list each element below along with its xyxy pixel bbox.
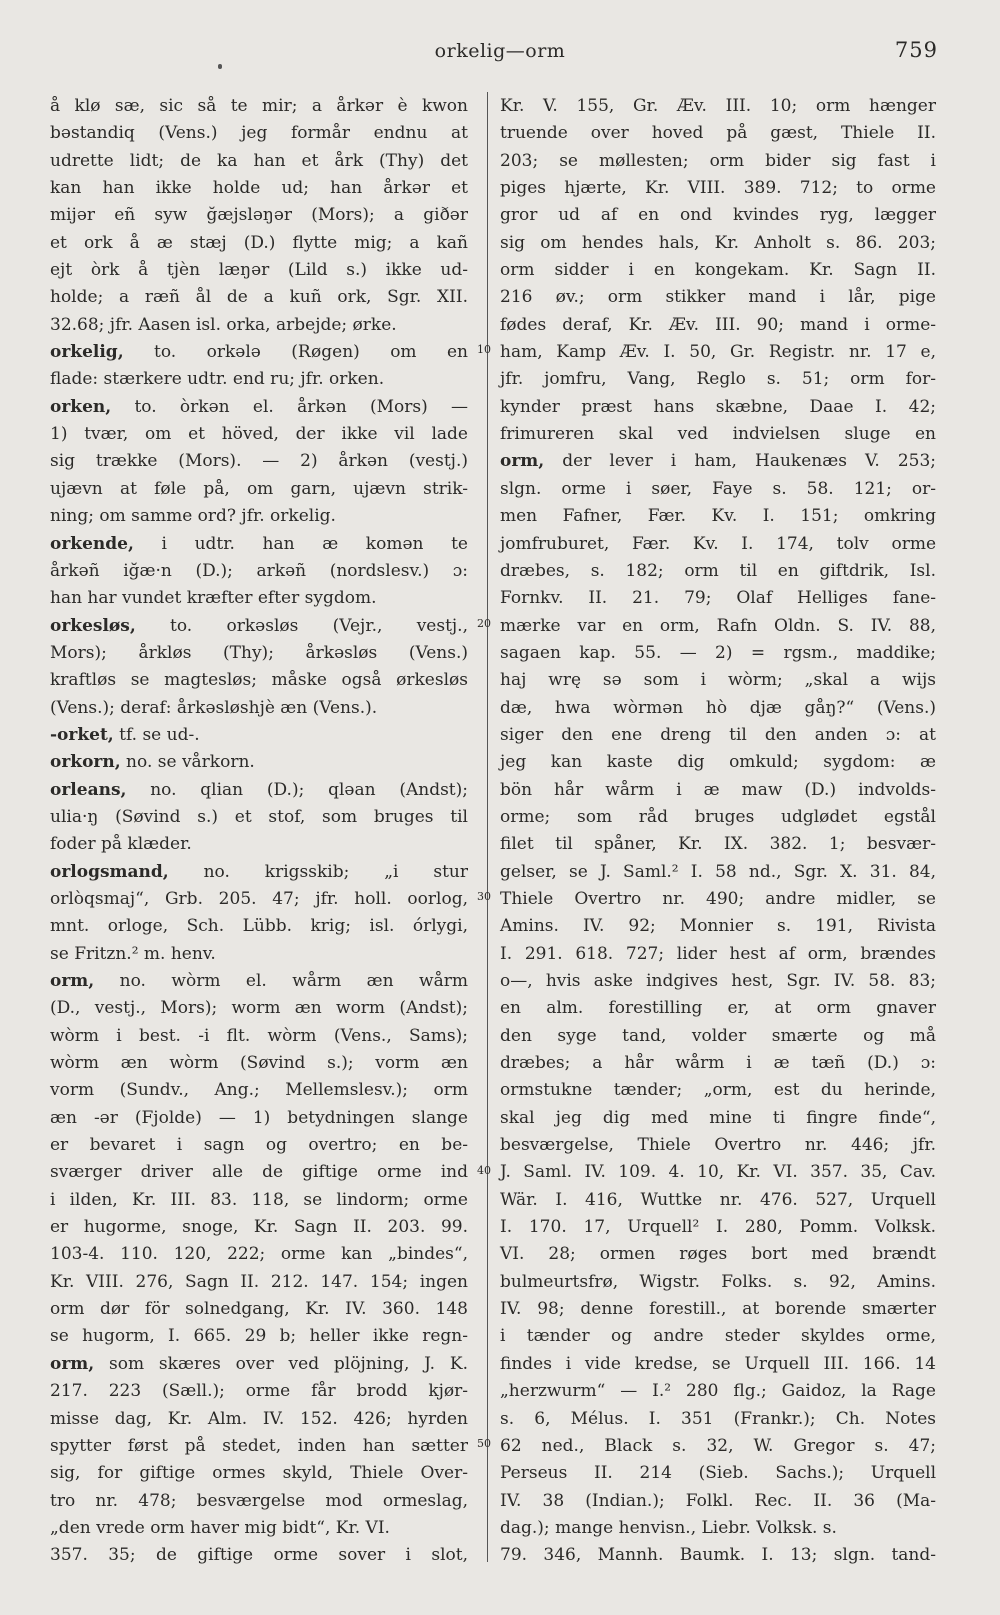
- left-column-line: er hugorme, snoge, Kr. Sagn II. 203. 99.: [50, 1217, 468, 1238]
- right-column-line: findes i vide kredse, se Urquell III. 166. 14: [500, 1353, 936, 1374]
- right-column-line: bulmeurtsfrø, Wigstr. Folks. s. 92, Amins.: [500, 1271, 936, 1292]
- right-column-line: 62 ned., Black s. 32, W. Gregor s. 47;: [500, 1435, 936, 1456]
- left-column-line: Kr. VIII. 276, Sagn II. 212. 147. 154; ingen: [50, 1271, 468, 1292]
- right-column-line: IV. 98; denne forestill., at borende smærter: [500, 1299, 936, 1320]
- right-column-line: Kr. V. 155, Gr. Æv. III. 10; orm hænger: [500, 96, 936, 116]
- right-column-line: orme; som råd bruges udglødet egstål: [500, 806, 936, 827]
- right-column-line: Amins. IV. 92; Monnier s. 191, Rivista: [500, 916, 936, 937]
- left-column-line: orm, som skæres over ved plöjning, J. K.: [50, 1353, 468, 1374]
- right-column-line: ham, Kamp Æv. I. 50, Gr. Registr. nr. 17 e,: [500, 342, 936, 363]
- right-column-line: siger den ene dreng til den anden ɔ: at: [500, 724, 936, 745]
- left-column-line: spytter først på stedet, inden han sætter: [50, 1435, 468, 1456]
- left-column-line: han har vundet kræfter efter sygdom.: [50, 588, 377, 609]
- ink-speck: [218, 64, 222, 69]
- right-column-line: i tænder og andre steder skyldes orme,: [500, 1326, 936, 1347]
- right-column-line: mærke var en orm, Rafn Oldn. S. IV. 88,: [500, 615, 936, 636]
- left-column-line: orm dør för solnedgang, Kr. IV. 360. 148: [50, 1299, 468, 1320]
- left-column-line: se hugorm, I. 665. 29 b; heller ikke regn-: [50, 1326, 468, 1347]
- left-column-line: kraftløs se magtesløs; måske også ørkesløs: [50, 670, 468, 691]
- line-number: 20: [477, 616, 491, 630]
- right-column-line: ormstukne tænder; „orm, est du herinde,: [500, 1080, 936, 1101]
- left-column-line: orken, to. òrkən el. årkən (Mors) —: [50, 396, 468, 417]
- left-column-line: sig, for giftige ormes skyld, Thiele Over-: [50, 1463, 468, 1484]
- left-column-line: mnt. orloge, Sch. Lübb. krig; isl. órlygi,: [50, 916, 468, 937]
- left-column-line: Mors); årkløs (Thy); årkəsløs (Vens.): [50, 642, 468, 663]
- right-column-line: Perseus II. 214 (Sieb. Sachs.); Urquell: [500, 1463, 936, 1484]
- left-column-line: misse dag, Kr. Alm. IV. 152. 426; hyrden: [50, 1408, 468, 1429]
- left-column-line: ning; om samme ord? jfr. orkelig.: [50, 506, 336, 527]
- left-column-line: holde; a ræñ ål de a kuñ ork, Sgr. XII.: [50, 287, 468, 308]
- left-column-line: orm, no. wòrm el. wårm æn wårm: [50, 971, 468, 991]
- left-column-line: bəstandiq (Vens.) jeg formår endnu at: [50, 123, 468, 144]
- left-column-line: se Fritzn.² m. henv.: [50, 943, 216, 964]
- line-number: 30: [477, 890, 491, 904]
- left-column-line: flade: stærkere udtr. end ru; jfr. orken.: [50, 369, 385, 390]
- left-column-line: „den vrede orm haver mig bidt“, Kr. VI.: [50, 1517, 390, 1538]
- left-column-line: (D., vestj., Mors); worm æn worm (Andst);: [50, 998, 468, 1019]
- right-column-line: „herzwurm“ — I.² 280 flg.; Gaidoz, la Rage: [500, 1381, 936, 1402]
- right-column-line: 79. 346, Mannh. Baumk. I. 13; slgn. tand-: [500, 1545, 936, 1566]
- right-column-line: I. 291. 618. 727; lider hest af orm, brændes: [500, 943, 936, 964]
- right-column-line: dæ, hwa wòrmən hò djæ gåŋ?“ (Vens.): [500, 697, 936, 718]
- right-column-line: gelser, se J. Saml.² I. 58 nd., Sgr. X. 31. 84,: [500, 861, 936, 882]
- right-column-line: en alm. forestilling er, at orm gnaver: [500, 998, 936, 1019]
- right-column-line: bön hår wårm i æ maw (D.) indvolds-: [500, 779, 936, 800]
- right-column-line: filet til spåner, Kr. IX. 382. 1; besvær-: [500, 834, 936, 855]
- running-head: orkelig—orm: [434, 40, 566, 62]
- right-column-line: 203; se møllesten; orm bider sig fast i: [500, 150, 936, 171]
- left-column-line: udrette lidt; de ka han et årk (Thy) det: [50, 150, 468, 171]
- left-column-line: mijər eñ syw ğæjsləŋər (Mors); a giðər: [50, 205, 468, 226]
- left-column-line: er bevaret i sagn og overtro; en be-: [50, 1135, 468, 1156]
- left-column-line: sværger driver alle de giftige orme ind: [50, 1162, 468, 1183]
- left-column: [50, 93, 468, 1570]
- line-number: 50: [477, 1437, 491, 1451]
- right-column-line: gror ud af en ond kvindes ryg, lægger: [500, 205, 936, 226]
- left-column-line: orkelig, to. orkələ (Røgen) om en: [50, 342, 468, 363]
- left-column-line: ejt òrk å tjèn læŋər (Lild s.) ikke ud-: [50, 260, 468, 281]
- right-column-line: I. 170. 17, Urquell² I. 280, Pomm. Volksk.: [500, 1217, 936, 1238]
- right-column-line: orm, der lever i ham, Haukenæs V. 253;: [500, 451, 936, 472]
- left-column-line: ulia·ŋ (Søvind s.) et stof, som bruges til: [50, 806, 468, 827]
- right-column-line: jomfruburet, Fær. Kv. I. 174, tolv orme: [500, 533, 936, 554]
- left-column-line: sig trække (Mors). — 2) årkən (vestj.): [50, 451, 468, 472]
- right-column-line: men Fafner, Fær. Kv. I. 151; omkring: [500, 506, 936, 527]
- right-column-line: Thiele Overtro nr. 490; andre midler, se: [500, 888, 936, 909]
- right-column-line: fødes deraf, Kr. Æv. III. 90; mand i orme-: [500, 314, 936, 335]
- right-column-line: jeg kan kaste dig omkuld; sygdom: æ: [500, 752, 936, 773]
- left-column-line: 1) tvær, om et höved, der ikke vil lade: [50, 424, 468, 445]
- right-column-line: dræbes, s. 182; orm til en giftdrik, Isl.: [500, 560, 936, 581]
- left-column-line: vorm (Sundv., Ang.; Mellemslesv.); orm: [50, 1080, 468, 1101]
- left-column-line: (Vens.); deraf: årkəsløshjè æn (Vens.).: [50, 697, 378, 718]
- left-column-line: orkorn, no. se vårkorn.: [50, 752, 255, 773]
- left-column-line: orkende, i udtr. han æ komən te: [50, 533, 468, 554]
- left-column-line: orkesløs, to. orkəsløs (Vejr., vestj.,: [50, 615, 468, 636]
- left-column-line: årkəñ iğæ·n (D.); arkəñ (nordslesv.) ɔ:: [50, 560, 468, 581]
- line-number: 10: [477, 343, 491, 357]
- right-column-line: den syge tand, volder smærte og må: [500, 1025, 936, 1046]
- left-column-line: kan han ikke holde ud; han årkər et: [50, 178, 468, 199]
- right-column-line: truende over hoved på gæst, Thiele II.: [500, 123, 936, 144]
- right-column-line: 216 øv.; orm stikker mand i lår, pige: [500, 287, 936, 308]
- right-column-line: IV. 38 (Indian.); Folkl. Rec. II. 36 (Ma-: [500, 1490, 936, 1511]
- left-column-line: 103-4. 110. 120, 222; orme kan „bindes“,: [50, 1244, 468, 1265]
- right-column-line: frimureren skal ved indvielsen sluge en: [500, 424, 936, 445]
- left-column-line: 357. 35; de giftige orme sover i slot,: [50, 1545, 468, 1566]
- right-column: [500, 93, 936, 1570]
- left-column-line: 32.68; jfr. Aasen isl. orka, arbejde; ørke.: [50, 314, 397, 335]
- right-column-line: skal jeg dig med mine ti fingre finde“,: [500, 1107, 936, 1128]
- left-column-line: 217. 223 (Sæll.); orme får brodd kjør-: [50, 1381, 468, 1402]
- page-number: 759: [894, 38, 938, 62]
- right-column-line: o—, hvis aske indgives hest, Sgr. IV. 58. 83;: [500, 971, 936, 991]
- left-column-line: æn -ər (Fjolde) — 1) betydningen slange: [50, 1107, 468, 1128]
- left-column-line: i ilden, Kr. III. 83. 118, se lindorm; orme: [50, 1189, 468, 1210]
- right-column-line: sagaen kap. 55. — 2) = rgsm., maddike;: [500, 642, 936, 663]
- left-column-line: ujævn at føle på, om garn, ujævn strik-: [50, 478, 468, 499]
- right-column-line: s. 6, Mélus. I. 351 (Frankr.); Ch. Notes: [500, 1408, 936, 1429]
- right-column-line: haj wrę sə som i wòrm; „skal a wijs: [500, 670, 936, 691]
- left-column-line: orlogsmand, no. krigsskib; „i stur: [50, 861, 468, 882]
- left-column-line: wòrm i best. -i flt. wòrm (Vens., Sams);: [50, 1025, 468, 1046]
- left-column-line: -orket, tf. se ud-.: [50, 724, 200, 745]
- right-column-line: dræbes; a hår wårm i æ tæñ (D.) ɔ:: [500, 1053, 936, 1074]
- right-column-line: Fornkv. II. 21. 79; Olaf Helliges fane-: [500, 588, 936, 609]
- column-divider: [487, 92, 488, 1562]
- left-column-line: orleans, no. qlian (D.); qləan (Andst);: [50, 779, 468, 800]
- right-column-line: besværgelse, Thiele Overtro nr. 446; jfr.: [500, 1135, 936, 1156]
- left-column-line: wòrm æn wòrm (Søvind s.); vorm æn: [50, 1053, 468, 1074]
- right-column-line: J. Saml. IV. 109. 4. 10, Kr. VI. 357. 35, Cav.: [500, 1162, 936, 1183]
- right-column-line: orm sidder i en kongekam. Kr. Sagn II.: [500, 260, 936, 281]
- left-column-line: å klø sæ, sic så te mir; a årkər è kwon: [50, 96, 468, 116]
- right-column-line: kynder præst hans skæbne, Daae I. 42;: [500, 396, 936, 417]
- left-column-line: orlòqsmaj“, Grb. 205. 47; jfr. holl. oorlog,: [50, 888, 468, 909]
- right-column-line: dag.); mange henvisn., Liebr. Volksk. s.: [500, 1517, 837, 1538]
- right-column-line: VI. 28; ormen røges bort med brændt: [500, 1244, 936, 1265]
- right-column-line: slgn. orme i søer, Faye s. 58. 121; or-: [500, 478, 936, 499]
- right-column-line: sig om hendes hals, Kr. Anholt s. 86. 203;: [500, 232, 936, 253]
- right-column-line: Wär. I. 416, Wuttke nr. 476. 527, Urquell: [500, 1189, 936, 1210]
- left-column-line: et ork å æ stæj (D.) flytte mig; a kañ: [50, 232, 468, 253]
- line-number: 40: [477, 1163, 491, 1177]
- right-column-line: jfr. jomfru, Vang, Reglo s. 51; orm for-: [500, 369, 936, 390]
- left-column-line: tro nr. 478; besværgelse mod ormeslag,: [50, 1490, 468, 1511]
- left-column-line: foder på klæder.: [50, 834, 192, 855]
- right-column-line: piges hjærte, Kr. VIII. 389. 712; to orme: [500, 178, 936, 199]
